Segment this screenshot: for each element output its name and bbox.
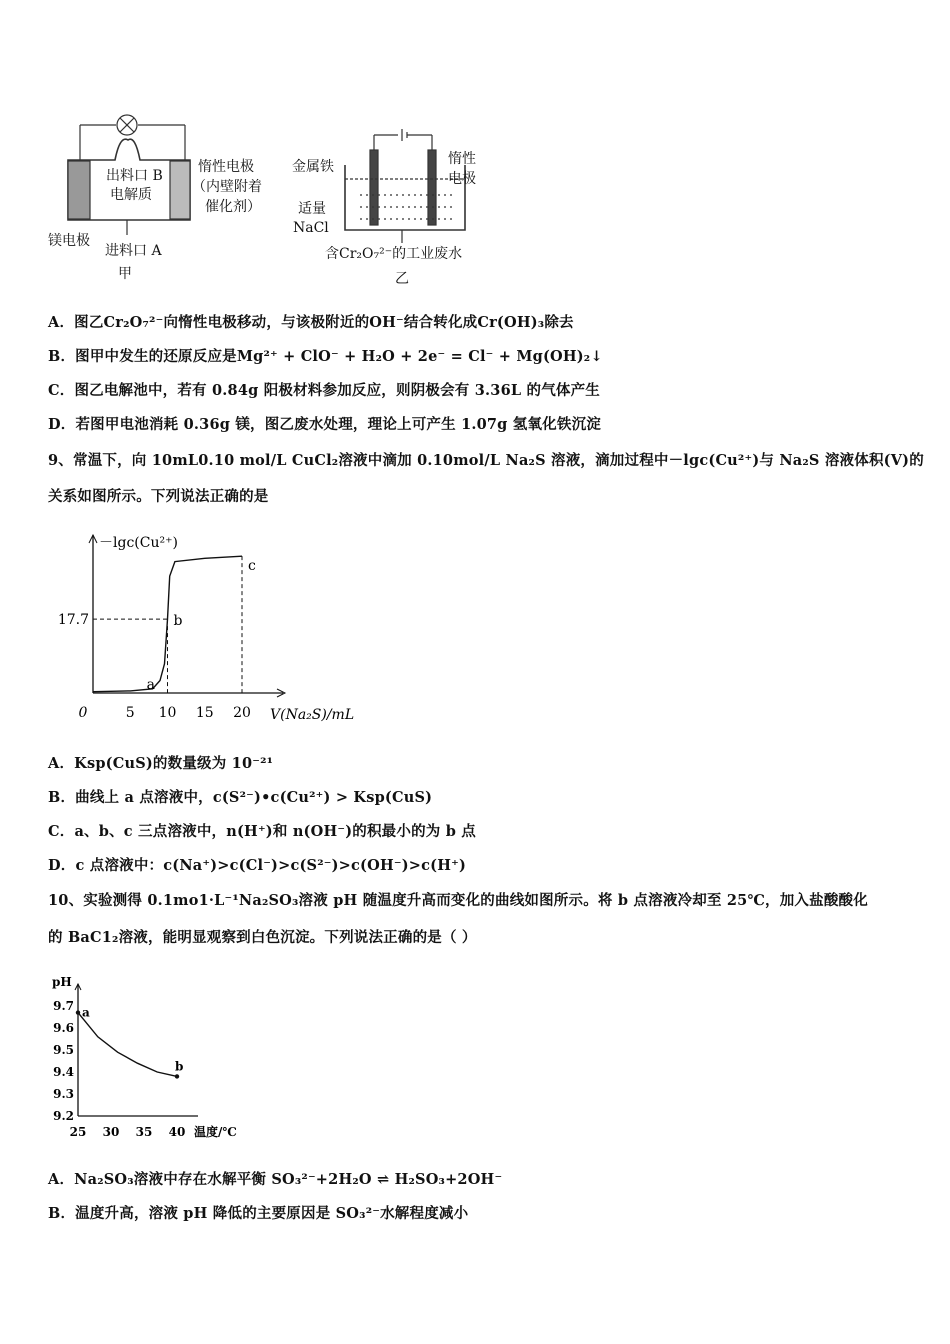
y-tick-label: 9.7 [53, 999, 74, 1013]
x-tick-label: 40 [168, 1125, 186, 1139]
point-b-label: b [175, 1059, 184, 1074]
point-b-label: b [173, 613, 183, 630]
point-a-label: a [82, 1005, 90, 1020]
fig-label-electrolyte: 电解质 [110, 187, 152, 203]
x-tick-label: 20 [233, 705, 251, 721]
point-c-label: c [248, 558, 256, 575]
q9-stem-line2: 关系如图所示。下列说法正确的是 [48, 488, 269, 505]
x-tick-label: 35 [135, 1125, 153, 1139]
data-point-a [76, 1010, 80, 1014]
y-tick-label: 9.6 [53, 1021, 74, 1035]
y-tick-label: 9.5 [53, 1043, 74, 1057]
cell-yi [345, 129, 465, 243]
q8-option-a: A．图乙Cr₂O₇²⁻向惰性电极移动，与该极附近的OH⁻结合转化成Cr(OH)₃除去 [48, 314, 574, 331]
fig-label-mg: 镁电极 [48, 233, 90, 249]
fig-label-nacl-2: NaCl [293, 220, 329, 236]
fig-label-inert-2: （内壁附着 [192, 179, 262, 195]
fig-label-inert-b2: 电极 [448, 171, 476, 187]
fig-label-nacl: 适量 [298, 201, 326, 217]
q10-option-a: A．Na₂SO₃溶液中存在水解平衡 SO₃²⁻+2H₂O ⇌ H₂SO₃+2OH⁻ [48, 1171, 503, 1188]
q9-option-c: C．a、b、c 三点溶液中，n(H⁺)和 n(OH⁻)的积最小的为 b 点 [48, 823, 476, 840]
q9-stem-line1: 9、常温下，向 10mL0.10 mol/L CuCl₂溶液中滴加 0.10mol/L Na₂S 溶液，滴加过程中－lgc(Cu²⁺)与 Na₂S 溶液体积(V)的 [48, 452, 924, 469]
x-axis-label: 温度/℃ [194, 1125, 237, 1139]
q8-option-c: C．图乙电解池中，若有 0.84g 阳极材料参加反应，则阴极会有 3.36L 的气体产生 [48, 382, 600, 399]
y-tick-label: 9.4 [53, 1065, 74, 1079]
fig-label-inert: 惰性电极 [198, 159, 254, 175]
y-tick-label: 9.3 [53, 1087, 74, 1101]
fig-label-inlet: 进料口 A [105, 243, 162, 259]
x-tick-label: 10 [158, 705, 177, 721]
q8-option-d: D．若图甲电池消耗 0.36g 镁，图乙废水处理，理论上可产生 1.07g 氢氧化铁沉淀 [48, 416, 601, 433]
x-tick-label: 5 [125, 705, 135, 721]
data-point-b [175, 1074, 179, 1078]
q8-option-b: B．图甲中发生的还原反应是Mg²⁺ + ClO⁻ + H₂O + 2e⁻ = Cl⁻ + Mg(OH)₂↓ [48, 348, 603, 365]
x-tick-label: 0 [78, 705, 88, 721]
q10-stem-line1: 10、实验测得 0.1mo1·L⁻¹Na₂SO₃溶液 pH 随温度升高而变化的曲线如图所示。将 b 点溶液冷却至 25℃，加入盐酸酸化 [48, 892, 868, 909]
fig-label-waste: 含Cr₂O₇²⁻的工业废水 [325, 246, 463, 262]
q9-option-a: A．Ksp(CuS)的数量级为 10⁻²¹ [48, 755, 274, 772]
x-tick-label: 30 [102, 1125, 120, 1139]
fig-label-inert-b: 惰性 [448, 151, 476, 167]
ph-temperature-chart [48, 970, 258, 1145]
fig-label-inert-3: 催化剂） [205, 199, 261, 215]
cu-titration-chart [45, 525, 385, 730]
y-tick-label: 9.2 [53, 1109, 74, 1123]
x-tick-label: 15 [195, 705, 214, 721]
curve-line [78, 1013, 177, 1077]
y-tick-label: 17.7 [57, 612, 89, 629]
y-axis-label: pH [52, 975, 72, 989]
x-tick-label: 25 [69, 1125, 87, 1139]
point-a-label: a [146, 677, 155, 693]
q9-option-d: D．c 点溶液中：c(Na⁺)>c(Cl⁻)>c(S²⁻)>c(OH⁻)>c(H⁺) [48, 857, 467, 874]
q10-option-b: B．温度升高，溶液 pH 降低的主要原因是 SO₃²⁻水解程度减小 [48, 1205, 469, 1222]
fig-label-fe: 金属铁 [292, 159, 334, 175]
fig-label-outlet: 出料口 B [106, 168, 163, 184]
fig-caption-jia: 甲 [118, 266, 132, 282]
q10-stem-line2: 的 BaC1₂溶液，能明显观察到白色沉淀。下列说法正确的是（ ） [48, 929, 477, 946]
q9-option-b: B．曲线上 a 点溶液中，c(S²⁻)•c(Cu²⁺) > Ksp(CuS) [48, 789, 433, 806]
x-axis-label: V(Na₂S)/mL [270, 707, 355, 723]
electrolysis-figure [40, 95, 500, 295]
fig-caption-yi: 乙 [395, 271, 409, 287]
y-axis-label: －lgc(Cu²⁺) [99, 535, 178, 551]
